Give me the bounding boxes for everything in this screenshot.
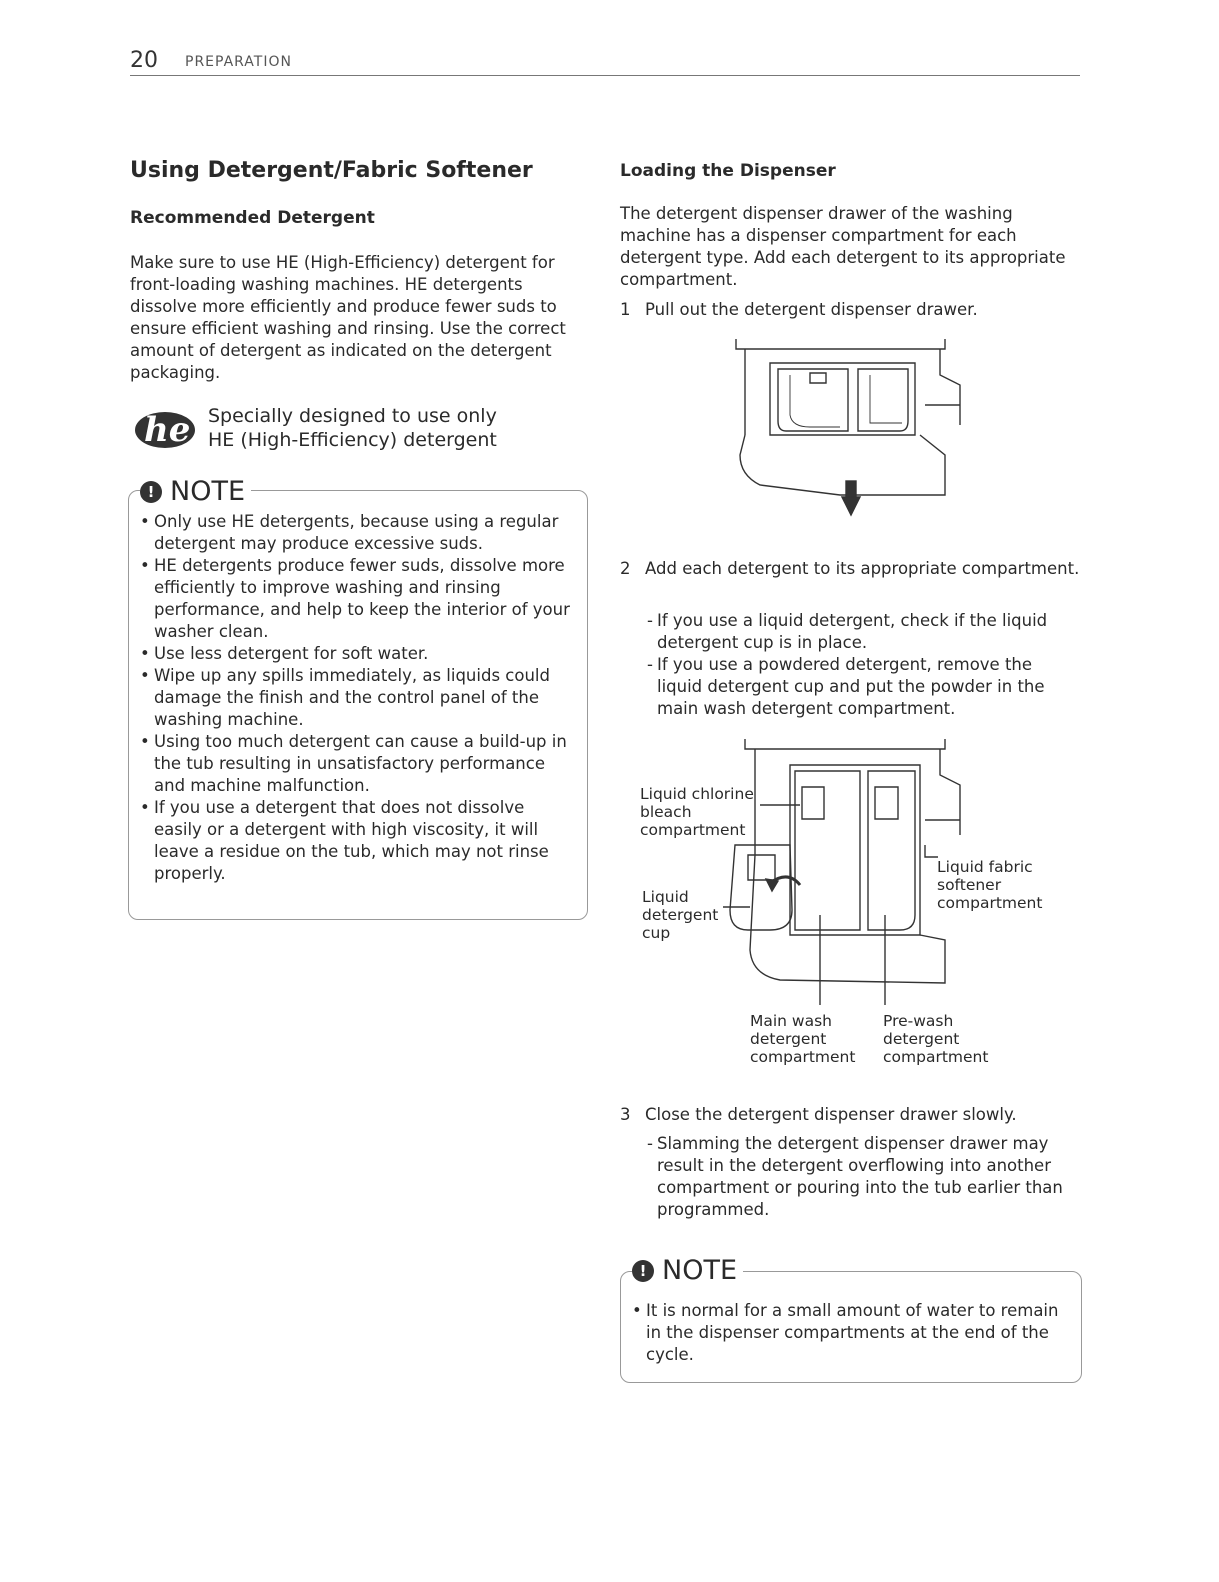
note-list-right	[622, 1300, 1067, 1366]
list-item: • Wipe up any spills immediately, as liquids could damage the finish and the control panel of the washing machine.	[130, 665, 570, 731]
list-item: - If you use a powdered detergent, remove the liquid detergent cup and put the powder in the main wash detergent compartment.	[645, 654, 1080, 720]
subsection-title: Recommended Detergent	[130, 208, 375, 228]
list-item: • Use less detergent for soft water.	[130, 643, 570, 665]
intro-paragraph: Make sure to use HE (High-Efficiency) detergent for front-loading washing machines. HE detergents dissolve more efficiently and produce fewer suds to ensure efficient washing and rinsing. Use the correct amount of detergent as indicated on the detergent packaging.	[130, 253, 566, 382]
he-statement	[208, 404, 497, 452]
label-main-wash: Main wash detergent compartment	[750, 1012, 856, 1066]
drawer-illustration	[730, 335, 970, 525]
he-logo-text: he	[144, 410, 191, 450]
loading-intro: The detergent dispenser drawer of the washing machine has a dispenser compartment for each detergent type. Add each detergent to its appropriate compartment.	[620, 204, 1066, 289]
list-item: - Slamming the detergent dispenser drawer may result in the detergent overflowing into another compartment or pouring into the tub earlier than programmed.	[645, 1133, 1080, 1221]
note-heading: NOTE	[170, 476, 246, 507]
step-2-sublist	[645, 610, 1080, 720]
step-3-sublist	[645, 1133, 1080, 1221]
step-number: 1	[620, 300, 631, 319]
note-title-right	[632, 1255, 743, 1286]
step-text: Close the detergent dispenser drawer slowly.	[645, 1105, 1017, 1124]
step-1	[620, 299, 1080, 321]
section-title: Using Detergent/Fabric Softener	[130, 158, 533, 183]
step-text: Pull out the detergent dispenser drawer.	[645, 300, 978, 319]
label-pre-wash: Pre-wash detergent compartment	[883, 1012, 989, 1066]
step-number: 3	[620, 1105, 631, 1124]
list-item: • HE detergents produce fewer suds, dissolve more efficiently to improve washing and rinsing performance, and help to keep the interior of your washer clean.	[130, 555, 570, 643]
header-rule	[130, 75, 1080, 76]
note-list-left	[130, 511, 570, 885]
step-text: Add each detergent to its appropriate compartment.	[645, 559, 1080, 578]
info-icon: !	[632, 1260, 654, 1282]
list-item: - If you use a liquid detergent, check if the liquid detergent cup is in place.	[645, 610, 1080, 654]
page-number: 20	[130, 48, 158, 73]
step-2	[620, 558, 1080, 580]
step-3	[620, 1104, 1080, 1126]
label-fabric-softener: Liquid fabric softener compartment	[937, 858, 1043, 912]
list-item: • Using too much detergent can cause a build-up in the tub resulting in unsatisfactory performance and machine malfunction.	[130, 731, 570, 797]
he-line-1: Specially designed to use only	[208, 405, 497, 427]
loading-title: Loading the Dispenser	[620, 161, 836, 181]
list-item: • It is normal for a small amount of water to remain in the dispenser compartments at the end of the cycle.	[622, 1300, 1067, 1366]
section-name: PREPARATION	[185, 54, 292, 70]
list-item: • If you use a detergent that does not dissolve easily or a detergent with high viscosity, it will leave a residue on the tub, which may not rinse properly.	[130, 797, 570, 885]
note-title-left	[140, 476, 251, 507]
he-line-2: HE (High-Efficiency) detergent	[208, 429, 497, 451]
label-bleach: Liquid chlorine bleach compartment	[640, 785, 754, 839]
note-heading: NOTE	[662, 1255, 738, 1286]
step-number: 2	[620, 559, 631, 578]
he-logo	[130, 405, 200, 455]
info-icon: !	[140, 481, 162, 503]
label-detergent-cup: Liquid detergent cup	[642, 888, 719, 942]
list-item: • Only use HE detergents, because using a regular detergent may produce excessive suds.	[130, 511, 570, 555]
